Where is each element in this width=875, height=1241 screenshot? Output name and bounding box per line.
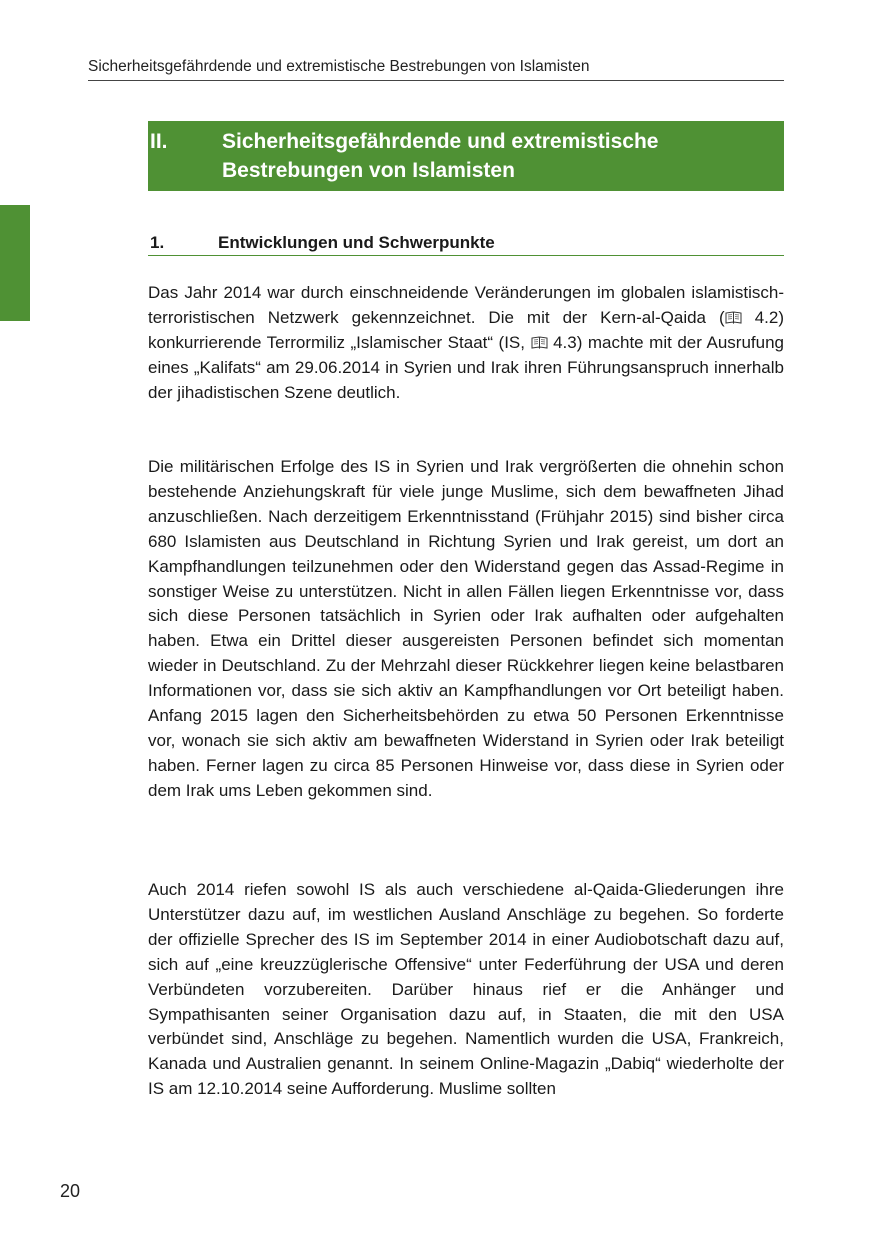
running-header: Sicherheitsgefährdende und extremistische Bestrebungen von Islamisten (88, 58, 784, 81)
chapter-title: Sicherheitsgefährdende und extremistische Bestrebungen von Islamisten (222, 130, 659, 182)
page-number: 20 (60, 1181, 81, 1201)
paragraph-1-ref-1: 4.2 (754, 307, 779, 327)
chapter-side-tab (0, 205, 30, 321)
book-reference-icon (725, 311, 742, 324)
paragraph-1 (148, 281, 784, 406)
paragraph-1-text-a: Das Jahr 2014 war durch einschneidende Veränderungen im globalen islamistisch-terroristischen Netzwerk gekennzeichnet. Die mit der Kern-al-Qaida ( (148, 283, 784, 327)
paragraph-2: Die militärischen Erfolge des IS in Syrien und Irak vergrößerten die ohnehin schon bestehende Anziehungskraft für viele junge Muslime, sich dem bewaffneten Jihad anzuschließen. Nach derzeitigem Erkenntnisstand (Frühjahr 2015) sind bisher circa 680 Islamisten aus Deutschland in Richtung Syrien und Irak gereist, um dort an Kampfhandlungen teilzunehmen oder den Widerstand gegen das Assad-Regime in sonstiger Weise zu unterstützen. Nicht in allen Fällen liegen Erkenntnisse vor, dass sich diese Personen tatsächlich in Syrien oder Irak aufhalten oder aufgehalten haben. Etwa ein Drittel dieser ausgereisten Personen befindet sich momentan wieder in Deutschland. Zu der Mehrzahl dieser Rückkehrer liegen keine belastbaren Informationen vor, dass sie sich aktiv an Kampfhandlungen vor Ort beteiligt haben. Anfang 2015 lagen den Sicherheitsbehörden zu etwa 50 Personen Erkenntnisse vor, wonach sie sich aktiv am bewaffneten Widerstand in Syrien oder Irak beteiligt haben. Ferner lagen zu circa 85 Personen Hinweise vor, dass diese in Syrien oder dem Irak ums Leben gekommen sind. (148, 457, 784, 800)
paragraph-1-text-b: ) konkurrierende Terrormiliz „Islamischer Staat“ (IS, (148, 307, 784, 352)
paragraph-3: Auch 2014 riefen sowohl IS als auch verschiedene al-Qaida-Gliederungen ihre Unterstützer dazu auf, im westlichen Ausland Anschläge zu begehen. So forderte der offizielle Sprecher des IS im September 2014 in einer Audiobotschaft dazu auf, sich auf „eine kreuzzüglerische Offensive“ unter Federführung der USA und deren Verbündeten vorzubereiten. Darüber hinaus rief er die Anhänger und Sympathisanten seiner Organisation dazu auf, in Staaten, die mit den USA verbündet sind, Anschläge zu begehen. Namentlich wurden die USA, Frankreich, Kanada und Australien genannt. In seinem Online-Magazin „Dabiq“ wiederholte der IS am 12.10.2014 seine Aufforderung. Muslime sollten (148, 880, 784, 1099)
book-reference-icon (531, 336, 548, 349)
section-title: Entwicklungen und Schwerpunkte (218, 233, 495, 252)
section-number: 1. (150, 233, 165, 252)
chapter-number: II. (150, 130, 168, 153)
paragraph-1-text-c: ) machte mit der Ausrufung eines „Kalifats“ am 29.06.2014 in Syrien und Irak ihren Führungsanspruch innerhalb der jihadistischen Szene deutlich. (148, 332, 785, 402)
chapter-banner (148, 121, 784, 191)
paragraph-1-ref-2: 4.3 (553, 332, 577, 352)
section-heading (148, 231, 784, 256)
